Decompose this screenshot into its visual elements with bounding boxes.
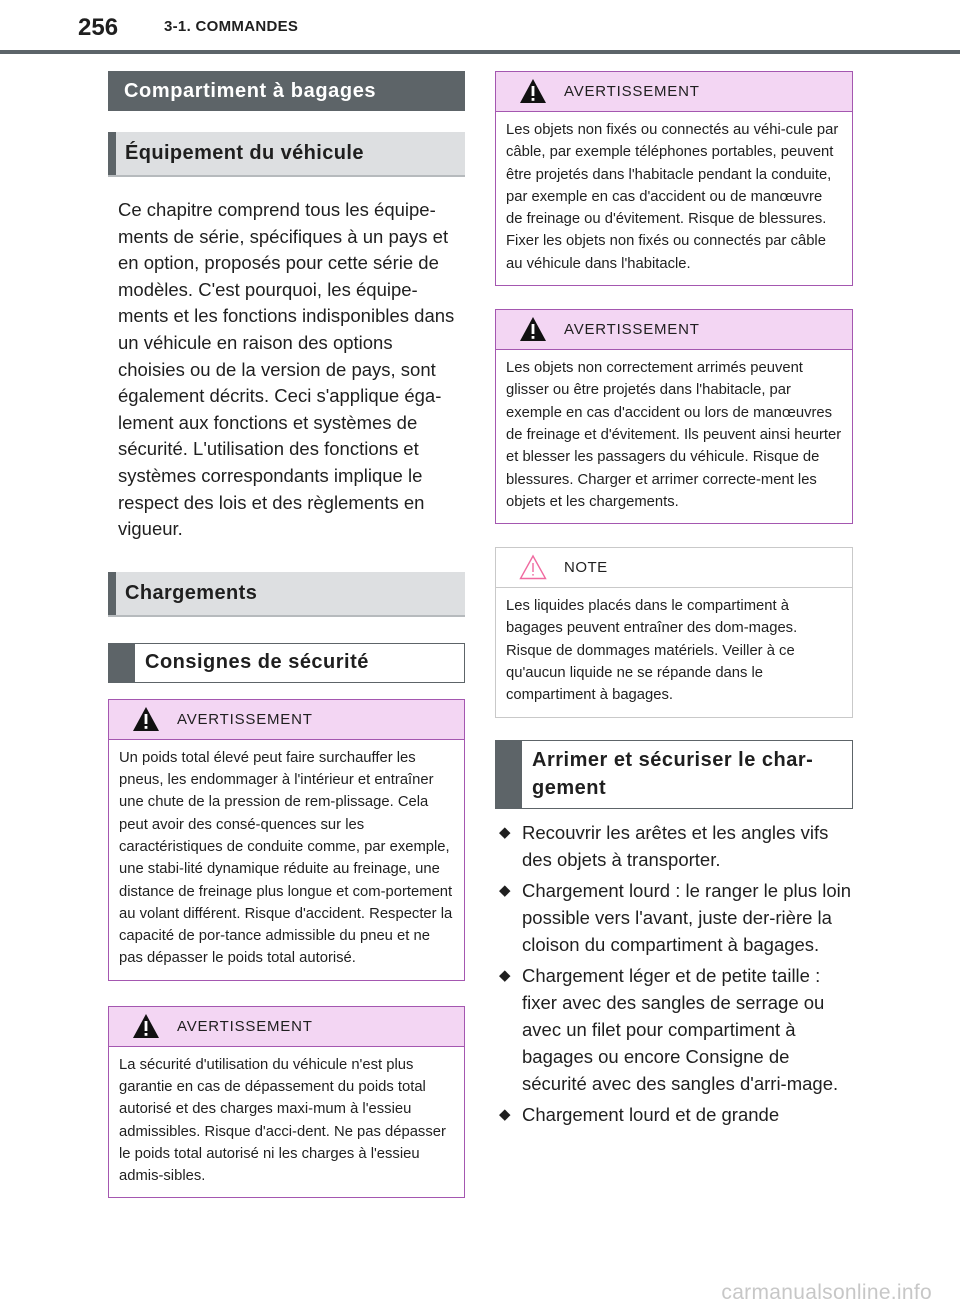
title-bar <box>496 741 522 808</box>
bullet-diamond-icon: ◆ <box>499 881 511 899</box>
list-item-text: Chargement lourd et de grande <box>522 1103 780 1125</box>
intro-paragraph: Ce chapitre comprend tous les équipe-ments de série, spécifiques à un pays et en option, proposés pour cette série de modèles. C'est pourquoi, les équipe-ments et les fonctions indisponibles dans un véhicule en raison des options choisies ou de la version de pays, sont également décrits. Ceci s'applique éga-lement aux fonctions et systèmes de sécurité. L'utilisation des fonctions et systèmes correspondants implique le respect des lois et des règlements en vigueur. <box>118 199 455 540</box>
warning-label: AVERTISSEMENT <box>177 710 313 728</box>
right-column <box>495 71 853 1132</box>
watermark: carmanualsonline.info <box>721 1281 932 1304</box>
warning-box-3 <box>495 71 853 286</box>
warning-label: AVERTISSEMENT <box>564 83 700 100</box>
bullet-diamond-icon: ◆ <box>499 823 511 841</box>
list-item <box>495 819 853 873</box>
safety-title <box>108 643 465 683</box>
bullet-diamond-icon: ◆ <box>499 966 511 984</box>
subsection-loads-label: Chargements <box>125 581 258 604</box>
note-box <box>495 547 853 717</box>
subsection-bar <box>108 132 116 175</box>
subsection-bar <box>108 572 116 615</box>
note-label: NOTE <box>564 559 608 577</box>
warning-box-2 <box>108 1006 465 1199</box>
warning-triangle-icon <box>518 77 548 105</box>
warning-header <box>496 72 852 112</box>
section-title: Compartiment à bagages <box>108 71 465 111</box>
list-item <box>495 1101 853 1128</box>
secure-load-title-label: Arrimer et sécuriser le char-gement <box>532 748 814 799</box>
bullet-diamond-icon: ◆ <box>499 1105 511 1123</box>
warning-header <box>109 1007 464 1047</box>
safety-title-label: Consignes de sécurité <box>145 650 369 673</box>
list-item <box>495 962 853 1097</box>
note-header <box>496 548 852 588</box>
warning-header <box>496 310 852 350</box>
secure-load-list <box>495 819 853 1128</box>
warning-text: La sécurité d'utilisation du véhicule n'est plus garantie en cas de dépassement du poids total autorisé et des charges maxi-mum à l'essieu admissibles. Risque d'acci-dent. Ne pas dépasser le poids total autorisé ni les charges à l'essieu admis-sibles. <box>119 1056 446 1185</box>
list-item-text: Recouvrir les arêtes et les angles vifs des objets à transporter. <box>522 821 829 870</box>
header-rule <box>0 50 960 54</box>
warning-triangle-icon <box>131 1012 161 1040</box>
subsection-equipment <box>108 132 465 177</box>
warning-label: AVERTISSEMENT <box>177 1017 313 1035</box>
subsection-loads <box>108 572 465 617</box>
left-column <box>108 71 465 1198</box>
warning-box-1 <box>108 699 465 981</box>
list-item-text: Chargement léger et de petite taille : fixer avec des sangles de serrage ou avec un filet pour compartiment à bagages ou encore Consigne de sécurité avec des sangles d'arri-mage. <box>522 964 839 1094</box>
running-head: 3-1. COMMANDES <box>164 18 299 35</box>
warning-text: Les objets non fixés ou connectés au véhi-cule par câble, par exemple téléphones portables, peuvent être projetés dans l'habitacle pendant la conduite, par exemple en cas d'accident ou de manœuvre de freinage ou d'évitement. Risque de blessures. Fixer les objets non fixés ou connectés par câble au véhicule dans l'habitacle. <box>506 122 839 272</box>
page-number: 256 <box>78 14 119 41</box>
warning-text: Les objets non correctement arrimés peuvent glisser ou être projetés dans l'habitacle, par exemple en cas d'accident ou lors de manœuvres de freinage et d'évitement. Ils peuvent ainsi heurter et blesser les passagers du véhicule. Risque de blessures. Charger et arrimer correcte-ment les objets et les chargements. <box>506 360 842 510</box>
warning-triangle-icon <box>131 705 161 733</box>
secure-load-title <box>495 740 853 809</box>
subsection-equipment-label: Équipement du véhicule <box>125 142 364 164</box>
warning-label: AVERTISSEMENT <box>564 321 700 339</box>
warning-header <box>109 700 464 740</box>
warning-box-4 <box>495 309 853 524</box>
warning-triangle-icon <box>518 315 548 343</box>
warning-text: Un poids total élevé peut faire surchauffer les pneus, les endommager à l'intérieur et entraîner une chute de la pression de rem-plissage. Cela peut avoir des consé-quences sur les caractéristiques de conduite comme, par exemple, une stabi-lité dynamique réduite au freinage, une distance de freinage plus longue et com-portement au volant différent. Risque d'accident. Respecter la capacité de por-tance admissible du pneu et ne pas dépasser le poids total autorisé. <box>119 749 453 967</box>
list-item-text: Chargement lourd : le ranger le plus loin possible vers l'avant, juste der-rière la cloison du compartiment à bagages. <box>522 879 852 955</box>
note-text: Les liquides placés dans le compartiment à bagages peuvent entraîner des dom-mages. Risque de dommages matériels. Veiller à ce qu'aucun liquide ne se répande dans le compartiment à bagages. <box>506 598 798 704</box>
title-bar <box>109 644 135 682</box>
list-item <box>495 877 853 958</box>
caution-triangle-icon <box>518 553 548 581</box>
